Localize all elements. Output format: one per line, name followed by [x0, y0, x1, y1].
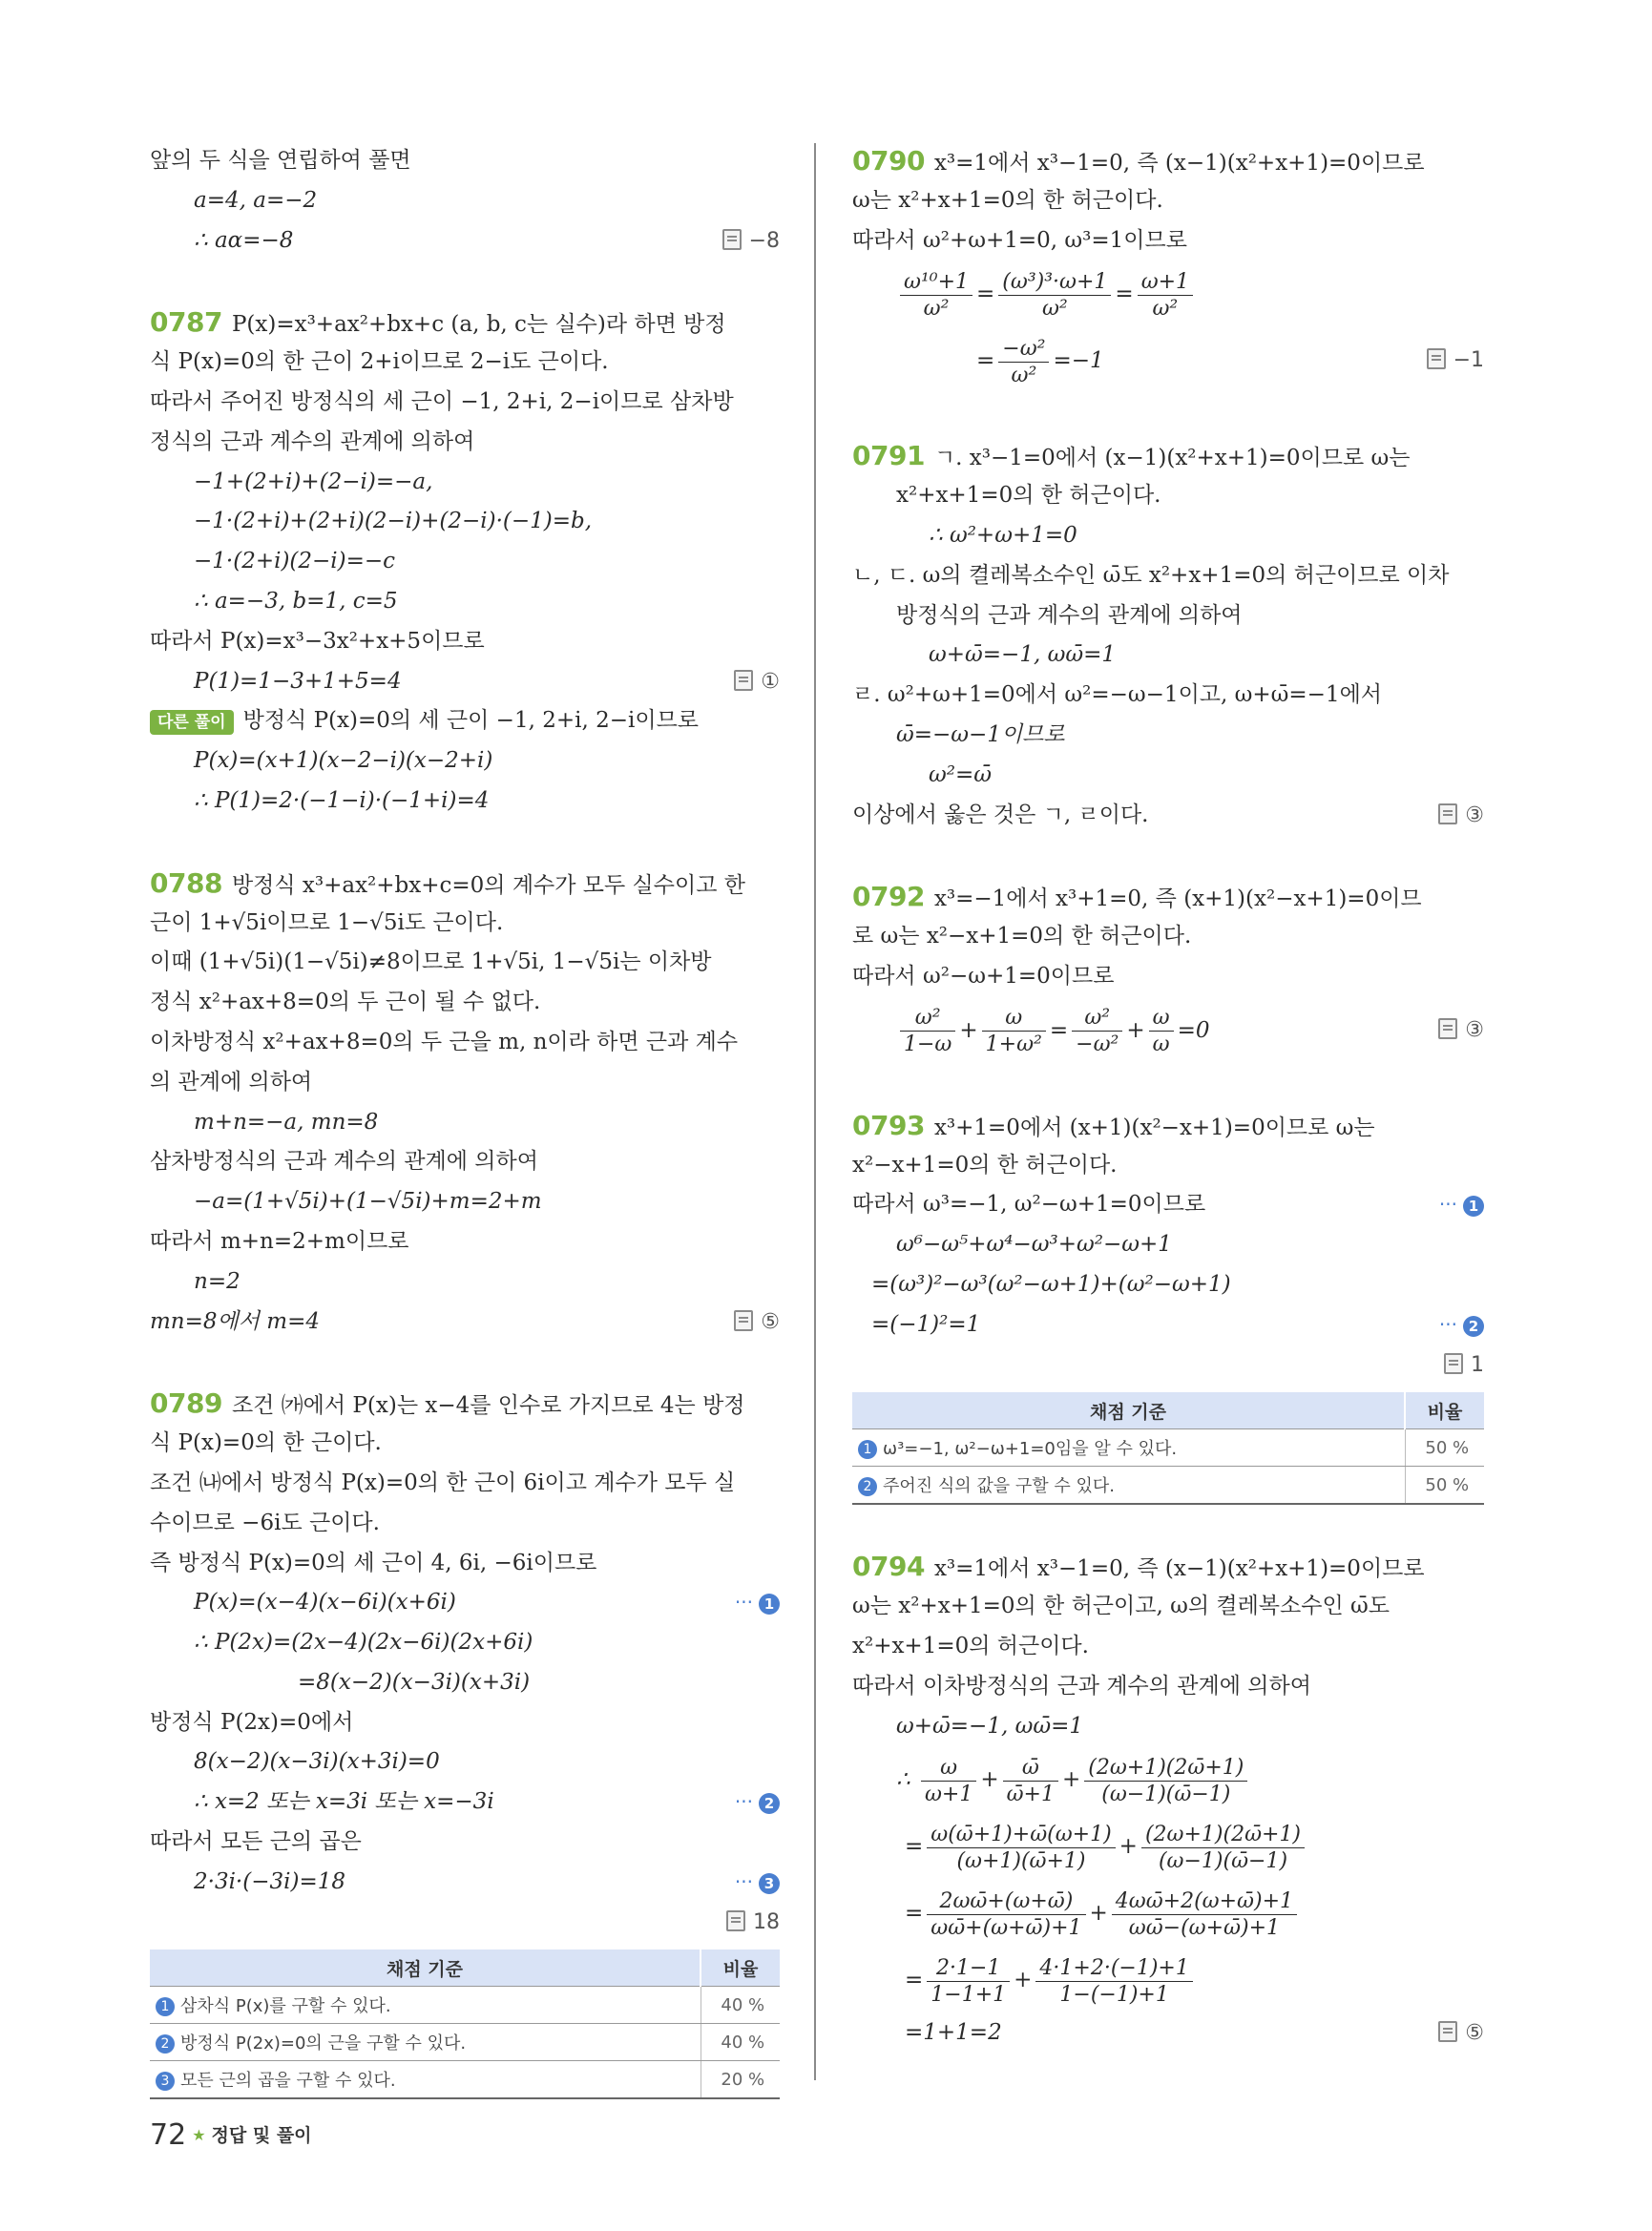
- numerator: 4·1+2·(−1)+1: [1035, 1955, 1192, 1982]
- answer-icon: [1438, 2021, 1457, 2042]
- fraction: [1138, 269, 1193, 322]
- step-number: 1: [858, 1440, 877, 1459]
- text-line: 방정식의 근과 계수의 관계에 의하여: [896, 602, 1243, 628]
- numerator: ω: [982, 1005, 1046, 1032]
- numerator: (2ω+1)(2ω̄+1): [1084, 1755, 1247, 1782]
- math-text: ∴ x=2 또는 x=3i 또는 x=−3i: [194, 1789, 494, 1815]
- table-cell: 40 %: [701, 2024, 780, 2061]
- text-line: 조건 ㈏에서 방정식 P(x)=0의 한 근이 6i이고 계수가 모두 실: [150, 1470, 736, 1495]
- problem-number: 0793: [852, 1109, 925, 1141]
- math-line: [150, 1863, 780, 1903]
- fraction: [927, 1888, 1085, 1941]
- text-line: ㄹ. ω²+ω+1=0에서 ω²=−ω−1이고, ω+ω̄=−1에서: [852, 682, 1383, 708]
- problem-0790-line: [852, 141, 1484, 181]
- text: ㄱ. x³−1=0에서 (x−1)(x²+x+1)=0이므로 ω는: [933, 446, 1411, 471]
- text-line: 방정식 P(2x)=0에서: [150, 1709, 354, 1735]
- problem-number: 0789: [150, 1387, 222, 1420]
- step-marker-1: ··· 1: [1439, 1185, 1484, 1225]
- math-line: ω+ω̄=−1, ωω̄=1: [896, 1713, 1083, 1739]
- fraction: [900, 269, 972, 322]
- answer: [722, 221, 780, 261]
- text: x³=1에서 x³−1=0, 즉 (x−1)(x²+x+1)=0이므로: [933, 1556, 1425, 1582]
- table-row: [852, 1467, 1484, 1505]
- math-line: ω⁶−ω⁵+ω⁴−ω³+ω²−ω+1: [896, 1232, 1172, 1258]
- fraction-line: = $\frac{\omega(\omegā+1)+\omegā(\omega+1)}{(\omega+1)(\omegā+1)}$ + $\frac{(2\omega+1)(2\omegā+1)}{(\omega-1)(\omegā-1)}$: [852, 1813, 1484, 1880]
- numerator: −ω²: [998, 336, 1049, 363]
- fraction: [1084, 1755, 1247, 1807]
- answer-icon: [734, 1310, 753, 1331]
- answer-value: 1: [1471, 1352, 1484, 1377]
- math-line: 8(x−2)(x−3i)(x+3i)=0: [194, 1749, 440, 1775]
- numerator: ω+1: [1138, 269, 1193, 296]
- table-row: [150, 2024, 780, 2061]
- step-number: 3: [156, 2072, 175, 2091]
- denominator: ω: [1152, 1032, 1170, 1057]
- denominator: (ω−1)(ω̄−1): [1158, 1848, 1288, 1873]
- text-line: 따라서 m+n=2+m이므로: [150, 1228, 409, 1254]
- problem-0789-line: [150, 1384, 780, 1424]
- problem-number: 0788: [150, 866, 222, 899]
- table-cell: [150, 2061, 701, 2099]
- table-cell: [150, 1987, 701, 2024]
- answer-icon: [734, 670, 753, 691]
- table-row: [150, 2061, 780, 2099]
- numerator: ω: [921, 1755, 976, 1782]
- text: 조건 ㈎에서 P(x)는 x−4를 인수로 가지므로 4는 방정: [231, 1393, 745, 1419]
- denominator: 1−(−1)+1: [1059, 1982, 1169, 2007]
- denominator: (ω+1)(ω̄+1): [956, 1848, 1086, 1873]
- step-number: 2: [858, 1477, 877, 1496]
- problem-0794-line: [852, 1547, 1484, 1587]
- answer-line: [852, 1345, 1484, 1386]
- fraction-line: $\frac{\text{ω²}}{1-\omega}$ + $\frac{\omega}{\text{1+ω²}}$ = $\frac{\text{ω²}}{\text{−ω²}}$ + $\frac{\omega}{\omega}$ =0 ③: [852, 997, 1484, 1064]
- problem-0791-line: [852, 436, 1484, 476]
- answer-value: ③: [1465, 803, 1484, 827]
- answer: [726, 1903, 780, 1943]
- denominator: 1+ω²: [985, 1032, 1042, 1057]
- text-line: 이때 (1+√5i)(1−√5i)≠8이므로 1+√5i, 1−√5i는 이차방: [150, 949, 712, 975]
- step-marker-2: ··· 2: [735, 1783, 780, 1823]
- text-line: 따라서 ω²+ω+1=0, ω³=1이므로: [852, 227, 1187, 253]
- text-line: [852, 1185, 1484, 1225]
- math-text: mn=8에서 m=4: [150, 1308, 320, 1334]
- problem-number: 0787: [150, 306, 222, 339]
- step-number: 1: [156, 1997, 175, 2016]
- text-line: x²+x+1=0의 한 허근이다.: [896, 483, 1161, 509]
- answer-value: 18: [753, 1909, 780, 1934]
- fraction-line: = $\frac{2\omega\omegā+(\omega+\omegā)}{\omega\omegā+(\omega+\omegā)+1}$ + $\frac{4\omega\omegā+2(\omega+\omegā)+1}{\omega\omegā-(\omega+\omegā)+1}$: [852, 1880, 1484, 1947]
- text: 따라서 ω³=−1, ω²−ω+1=0이므로: [852, 1192, 1206, 1218]
- step-marker-3: ··· 3: [735, 1863, 780, 1903]
- math-line: [150, 1583, 780, 1623]
- text: P(x)=x³+ax²+bx+c (a, b, c는 실수)라 하면 방정: [231, 312, 726, 338]
- math-line: ω²=ω̄: [929, 761, 993, 787]
- numerator: 2ωω̄+(ω+ω̄): [927, 1888, 1085, 1915]
- table-header: 비율: [1405, 1392, 1484, 1429]
- scoring-table-0789: [150, 1950, 780, 2099]
- fraction: [1003, 1755, 1058, 1807]
- math-text: =1+1=2: [905, 2020, 1002, 2046]
- text-line: 따라서 이차방정식의 근과 계수의 관계에 의하여: [852, 1673, 1311, 1699]
- left-column: [150, 141, 780, 2099]
- step-number: 2: [156, 2034, 175, 2054]
- problem-number: 0794: [852, 1551, 925, 1583]
- problem-0788-line: [150, 864, 780, 904]
- text-line: 로 ω는 x²−x+1=0의 한 허근이다.: [852, 924, 1192, 949]
- denominator: ω²: [1011, 363, 1037, 387]
- text: 방정식 x³+ax²+bx+c=0의 계수가 모두 실수이고 한: [231, 872, 745, 898]
- table-row: [852, 1429, 1484, 1467]
- star-icon: ★: [192, 2126, 206, 2144]
- math-text: P(x)=(x−4)(x−6i)(x+6i): [194, 1590, 456, 1616]
- numerator: (ω³)³·ω+1: [998, 269, 1111, 296]
- numerator: ω¹⁰+1: [900, 269, 972, 296]
- text: x³=−1에서 x³+1=0, 즉 (x+1)(x²−x+1)=0이므: [933, 886, 1422, 912]
- answer-value: ③: [1465, 1017, 1484, 1042]
- step-marker-1: ··· 1: [735, 1583, 780, 1623]
- step-marker-2: ··· 2: [1439, 1305, 1484, 1345]
- answer-value: −8: [748, 228, 780, 253]
- table-cell: [150, 2024, 701, 2061]
- text-line: ω는 x²+x+1=0의 한 허근이다.: [852, 187, 1163, 213]
- numerator: ω: [1149, 1005, 1174, 1032]
- denominator: ωω̄−(ω+ω̄)+1: [1128, 1915, 1281, 1940]
- text-line: 따라서 모든 근의 곱은: [150, 1829, 362, 1855]
- math-line: =(ω³)²−ω³(ω²−ω+1)+(ω²−ω+1): [871, 1271, 1231, 1297]
- answer: [734, 1303, 780, 1343]
- math-text: =0: [1177, 1017, 1210, 1043]
- text-line: 따라서 P(x)=x³−3x²+x+5이므로: [150, 628, 485, 654]
- numerator: ω²: [1072, 1005, 1122, 1032]
- math-line: −a=(1+√5i)+(1−√5i)+m=2+m: [194, 1189, 542, 1215]
- math-line: −1·(2+i)(2−i)=−c: [194, 549, 396, 574]
- answer: [1427, 327, 1484, 394]
- math-line: −1·(2+i)+(2+i)(2−i)+(2−i)·(−1)=b,: [194, 509, 593, 534]
- denominator: ω²: [1041, 296, 1068, 321]
- text: 이상에서 옳은 것은 ㄱ, ㄹ이다.: [852, 802, 1149, 827]
- math-line: [852, 1305, 1484, 1345]
- page-number: 72: [150, 2118, 187, 2152]
- text: x³=1에서 x³−1=0, 즉 (x−1)(x²+x+1)=0이므로: [933, 151, 1425, 176]
- alt-solution-badge: 다른 풀이: [150, 710, 234, 735]
- text-line: ㄴ, ㄷ. ω의 켤레복소수인 ω̄도 x²+x+1=0의 허근이므로 이차: [852, 562, 1450, 588]
- numerator: ω²: [900, 1005, 955, 1032]
- text-line: 정식 x²+ax+8=0의 두 근이 될 수 없다.: [150, 990, 541, 1015]
- text-line: 앞의 두 식을 연립하여 풀면: [150, 148, 411, 173]
- fraction: [1112, 1888, 1297, 1941]
- fraction: [998, 336, 1049, 388]
- answer: [734, 662, 780, 702]
- alt-solution-line: [150, 701, 780, 741]
- table-cell: [852, 1429, 1405, 1467]
- text-line: 삼차방정식의 근과 계수의 관계에 의하여: [150, 1149, 538, 1175]
- denominator: −ω²: [1076, 1032, 1119, 1057]
- answer: [1438, 997, 1484, 1064]
- text-line: ω는 x²+x+1=0의 한 허근이고, ω의 켤레복소수인 ω̄도: [852, 1594, 1390, 1619]
- fraction: [927, 1822, 1115, 1874]
- text-line: 수이므로 −6i도 근이다.: [150, 1510, 380, 1535]
- answer-icon: [1438, 1018, 1457, 1039]
- math-text: P(1)=1−3+1+5=4: [194, 668, 402, 694]
- math-text: 2·3i·(−3i)=18: [194, 1868, 345, 1894]
- table-cell: 40 %: [701, 1987, 780, 2024]
- text-line: 근이 1+√5i이므로 1−√5i도 근이다.: [150, 909, 504, 935]
- fraction: [1141, 1822, 1305, 1874]
- math-line: [150, 221, 780, 261]
- denominator: ω²: [1152, 296, 1179, 321]
- fraction: [998, 269, 1111, 322]
- denominator: ω²: [923, 296, 950, 321]
- criterion-text: ω³=−1, ω²−ω+1=0임을 알 수 있다.: [883, 1439, 1178, 1460]
- denominator: 1−1+1: [931, 1982, 1007, 2007]
- text: 방정식 P(x)=0의 세 근이 −1, 2+i, 2−i이므로: [242, 708, 700, 734]
- text: x³+1=0에서 (x+1)(x²−x+1)=0이므로 ω는: [933, 1115, 1375, 1140]
- answer: [1438, 796, 1484, 836]
- answer-value: −1: [1453, 348, 1484, 373]
- text-line: x²−x+1=0의 한 허근이다.: [852, 1152, 1118, 1178]
- math-line: ω+ω̄=−1, ωω̄=1: [929, 642, 1116, 668]
- problem-0793-line: [852, 1106, 1484, 1146]
- answer-value: ⑤: [761, 1309, 780, 1334]
- math-line: [150, 1783, 780, 1823]
- math-line: n=2: [194, 1268, 240, 1294]
- answer: [1444, 1345, 1484, 1386]
- fraction: [927, 1955, 1010, 2008]
- answer-icon: [1438, 803, 1457, 824]
- answer-icon: [1427, 348, 1446, 369]
- column-divider: [814, 143, 816, 2080]
- text-line: 의 관계에 의하여: [150, 1069, 313, 1095]
- denominator: ω+1: [924, 1782, 973, 1806]
- fraction-line: ∴ $\frac{\omega}{\omega+1}$ + $\frac{\omegā}{\omegā+1}$ + $\frac{(2\omega+1)(2\omegā+1)}{(\omega-1)(\omegā-1)}$: [852, 1746, 1484, 1813]
- denominator: ωω̄+(ω+ω̄)+1: [931, 1915, 1082, 1940]
- criterion-text: 모든 근의 곱을 구할 수 있다.: [180, 2071, 396, 2092]
- numerator: (2ω+1)(2ω̄+1): [1141, 1822, 1305, 1848]
- math-text: =−1: [1053, 348, 1104, 374]
- answer: [1438, 2013, 1484, 2054]
- answer-value: ⑤: [1465, 2021, 1484, 2046]
- numerator: ω̄: [1003, 1755, 1058, 1782]
- answer-icon: [722, 229, 742, 250]
- table-header: 채점 기준: [852, 1392, 1405, 1429]
- answer-line: [150, 1903, 780, 1943]
- text-line: 식 P(x)=0의 한 근이 2+i이므로 2−i도 근이다.: [150, 349, 609, 375]
- text-line: 정식의 근과 계수의 관계에 의하여: [150, 428, 475, 454]
- math-line: ∴ P(2x)=(2x−4)(2x−6i)(2x+6i): [194, 1630, 533, 1656]
- math-line: [150, 1303, 780, 1343]
- table-cell: [852, 1467, 1405, 1505]
- numerator: ω(ω̄+1)+ω̄(ω+1): [927, 1822, 1115, 1848]
- math-line: a=4, a=−2: [194, 187, 318, 213]
- fraction: [1149, 1005, 1174, 1057]
- denominator: (ω−1)(ω̄−1): [1101, 1782, 1231, 1806]
- fraction: [900, 1005, 955, 1057]
- right-column: [852, 141, 1484, 2054]
- criterion-text: 주어진 식의 값을 구할 수 있다.: [883, 1476, 1115, 1497]
- page-footer: [150, 2118, 312, 2152]
- text-line: 이차방정식 x²+ax+8=0의 두 근을 m, n이라 하면 근과 계수: [150, 1029, 739, 1054]
- text-line: 식 P(x)=0의 한 근이다.: [150, 1430, 382, 1456]
- fraction: [982, 1005, 1046, 1057]
- text-line: x²+x+1=0의 허근이다.: [852, 1633, 1089, 1658]
- math-line: P(x)=(x+1)(x−2−i)(x−2+i): [194, 748, 493, 774]
- table-cell: 50 %: [1405, 1429, 1484, 1467]
- answer-icon: [726, 1910, 745, 1931]
- problem-number: 0792: [852, 881, 925, 913]
- criterion-text: 방정식 P(2x)=0의 근을 구할 수 있다.: [180, 2033, 467, 2054]
- fraction: [921, 1755, 976, 1807]
- answer-value: ①: [761, 669, 780, 694]
- numerator: 2·1−1: [927, 1955, 1010, 1982]
- math-line: =8(x−2)(x−3i)(x+3i): [298, 1669, 531, 1695]
- math-line: [852, 2013, 1484, 2054]
- text-line: [852, 796, 1484, 836]
- math-line: m+n=−a, mn=8: [194, 1109, 379, 1135]
- fraction: [1035, 1955, 1192, 2008]
- footer-label: 정답 및 풀이: [211, 2125, 312, 2146]
- answer-icon: [1444, 1353, 1463, 1374]
- text-line: 따라서 ω²−ω+1=0이므로: [852, 963, 1115, 989]
- table-cell: 20 %: [701, 2061, 780, 2099]
- math-line: ω̄=−ω−1이므로: [896, 721, 1065, 747]
- table-header: 채점 기준: [150, 1950, 701, 1987]
- problem-number: 0790: [852, 145, 925, 177]
- denominator: 1−ω: [904, 1032, 952, 1057]
- problem-0792-line: [852, 877, 1484, 917]
- math-text: =(−1)²=1: [871, 1311, 981, 1337]
- math-line: ∴ ω²+ω+1=0: [929, 522, 1077, 548]
- fraction-line: = $\frac{\text{−ω²}}{\text{ω²}}$ =−1 −1: [852, 327, 1484, 394]
- math-line: −1+(2+i)+(2−i)=−a,: [194, 469, 433, 494]
- math-line: ∴ P(1)=2·(−1−i)·(−1+i)=4: [194, 787, 490, 813]
- math-line: ∴ a=−3, b=1, c=5: [194, 588, 398, 614]
- table-header: 비율: [701, 1950, 780, 1987]
- table-cell: 50 %: [1405, 1467, 1484, 1505]
- table-row: [150, 1987, 780, 2024]
- criterion-text: 삼차식 P(x)를 구할 수 있다.: [180, 1996, 391, 2017]
- math-line: [150, 662, 780, 702]
- numerator: 4ωω̄+2(ω+ω̄)+1: [1112, 1888, 1297, 1915]
- fraction-line: $\frac{\text{ω¹⁰+1}}{\text{ω²}}$ = $\frac{\text{(ω³)³·ω+1}}{\text{ω²}}$ = $\frac{\omega+1}{\text{ω²}}$: [852, 261, 1484, 327]
- scoring-table-0793: [852, 1392, 1484, 1505]
- fraction-line: = $\frac{2\cdot 1-1}{1-1+1}$ + $\frac{4\cdot 1+2\cdot(-1)+1}{1-(-1)+1}$: [852, 1947, 1484, 2013]
- math-text: ∴ aα=−8: [194, 227, 294, 253]
- problem-number: 0791: [852, 440, 925, 472]
- text-line: 즉 방정식 P(x)=0의 세 근이 4, 6i, −6i이므로: [150, 1550, 597, 1575]
- denominator: ω̄+1: [1006, 1782, 1055, 1806]
- problem-0787-line: [150, 302, 780, 343]
- text-line: 따라서 주어진 방정식의 세 근이 −1, 2+i, 2−i이므로 삼차방: [150, 388, 734, 414]
- fraction: [1072, 1005, 1122, 1057]
